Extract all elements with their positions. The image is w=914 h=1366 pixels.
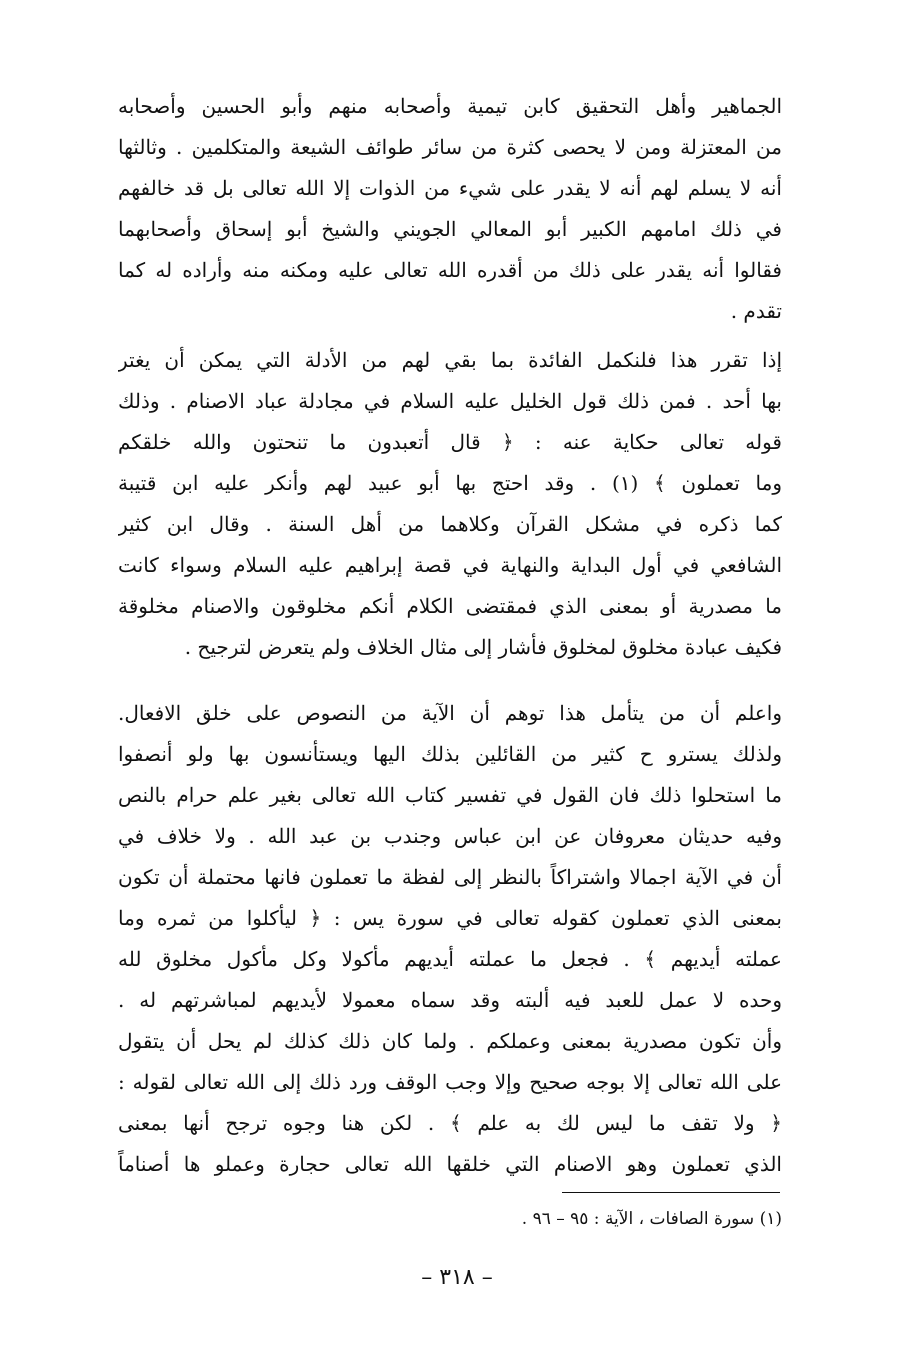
text-line: وأن تكون مصدرية بمعنى وعملكم . ولما كان ذلك كذلك لم يحل أن يتقول xyxy=(118,1029,782,1053)
text-line: وحده لا عمل للعبد فيه ألبته وقد سماه معمولا لأيديهم لمباشرتهم له . xyxy=(118,988,782,1012)
text-line: ما مصدرية أو بمعنى الذي فمقتضى الكلام أنكم مخلوقون والاصنام مخلوقة xyxy=(118,594,782,618)
text-line: في ذلك امامهم الكبير أبو المعالي الجويني والشيخ أبو إسحاق وأصحابهما xyxy=(118,217,782,241)
text-line: عملته أيديهم ﴾ . فجعل ما عملته أيديهم مأكولا وكل مأكول مخلوق لله xyxy=(118,947,782,971)
text-line: إذا تقرر هذا فلنكمل الفائدة بما بقي لهم من الأدلة التي يمكن أن يغتر xyxy=(118,348,782,372)
text-line: ما استحلوا ذلك فان القول في تفسير كتاب الله تعالى بغير علم حرام بالنص xyxy=(118,783,782,807)
text-line: واعلم أن من يتأمل هذا توهم أن الآية من النصوص على خلق الافعال. xyxy=(118,701,782,725)
text-line: من المعتزلة ومن لا يحصى كثرة من سائر طوائف الشيعة والمتكلمين . وثالثها xyxy=(118,135,782,159)
paragraph-3 xyxy=(118,693,782,1185)
footnote: (١) سورة الصافات ، الآية : ٩٥ – ٩٦ . xyxy=(521,1209,782,1229)
text-line: أن في الآية اجمالا واشتراكاً بالنظر إلى لفظة ما تعملون فانها محتملة أن تكون xyxy=(118,865,782,889)
text-line: الذي تعملون وهو الاصنام التي خلقها الله تعالى حجارة وعملو ها أصناماً xyxy=(118,1152,782,1176)
text-line: تقدم . xyxy=(730,299,782,323)
text-line: كما ذكره في مشكل القرآن وكلاهما من أهل السنة . وقال ابن كثير xyxy=(118,512,782,536)
text-line: فقالوا أنه يقدر على ذلك من أقدره الله تعالى عليه ومكنه منه وأراده له كما xyxy=(118,258,782,282)
paragraph-1 xyxy=(118,86,782,332)
page-number: – ٣١٨ – xyxy=(421,1265,493,1290)
text-line: وفيه حديثان معروفان عن ابن عباس وجندب بن عبد الله . ولا خلاف في xyxy=(118,824,782,848)
text-line: فكيف عبادة مخلوق لمخلوق فأشار إلى مثال الخلاف ولم يتعرض لترجيح . xyxy=(184,635,782,659)
text-line: على الله تعالى إلا بوجه صحيح وإلا وجب الوقف ورد ذلك إلى الله تعالى لقوله : xyxy=(118,1070,782,1094)
text-line: ولذلك يسترو ح كثير من القائلين بذلك اليها ويستأنسون بها ولو أنصفوا xyxy=(118,742,782,766)
text-line: الشافعي في أول البداية والنهاية في قصة إبراهيم عليه السلام وسواء كانت xyxy=(118,553,782,577)
text-line: قوله تعالى حكاية عنه : ﴿ قال أتعبدون ما تنحتون والله خلقكم xyxy=(118,430,782,454)
text-line: الجماهير وأهل التحقيق كابن تيمية وأصحابه منهم وأبو الحسين وأصحابه xyxy=(118,94,782,118)
text-line: بها أحد . فمن ذلك قول الخليل عليه السلام في مجادلة عباد الاصنام . وذلك xyxy=(118,389,782,413)
text-line: بمعنى الذي تعملون كقوله تعالى في سورة يس : ﴿ ليأكلوا من ثمره وما xyxy=(118,906,782,930)
text-line: وما تعملون ﴾ (١) . وقد احتج بها أبو عبيد لهم وأنكر عليه ابن قتيبة xyxy=(118,471,782,495)
footnote-divider xyxy=(562,1192,780,1193)
text-line: ﴿ ولا تقف ما ليس لك به علم ﴾ . لكن هنا وجوه ترجح أنها بمعنى xyxy=(118,1111,782,1135)
paragraph-2 xyxy=(118,340,782,668)
text-line: أنه لا يسلم لهم أنه لا يقدر على شيء من الذوات إلا الله تعالى بل قد خالفهم xyxy=(118,176,782,200)
